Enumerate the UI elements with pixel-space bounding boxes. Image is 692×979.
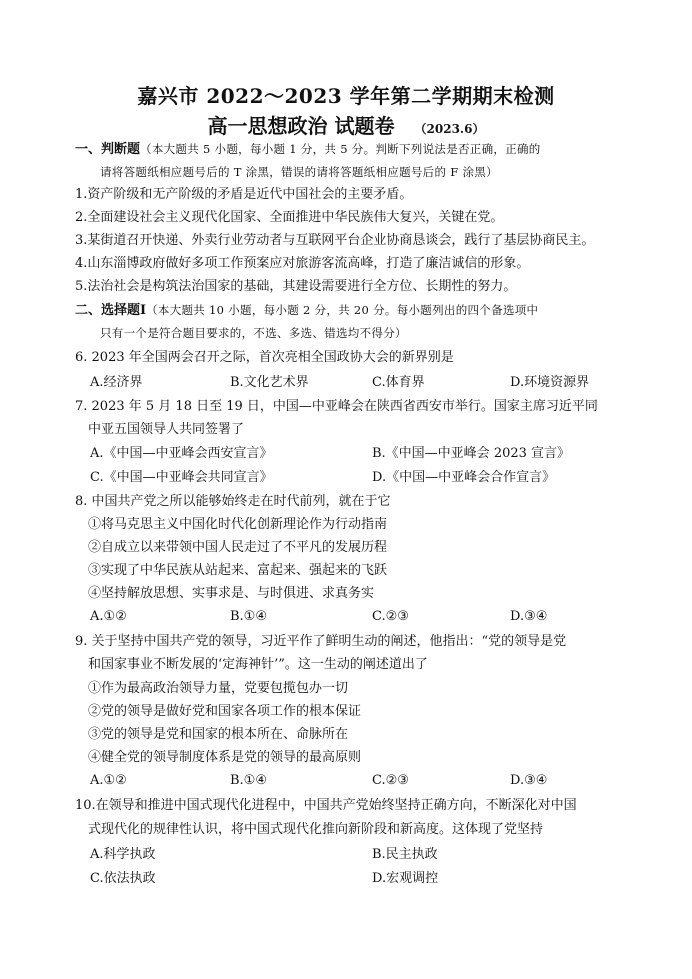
section2-header: [75, 301, 538, 320]
section2-note-line1: （本大题共 10 小题，每小题 2 分，共 20 分。每小题列出的四个备选项中: [146, 303, 539, 317]
q9-option-c: C.②③: [372, 773, 409, 788]
q7-option-a: A.《中国—中亚峰会西安宣言》: [90, 446, 273, 461]
q9-option-b: B.①④: [230, 773, 267, 788]
judgement-item-5: 5.法治社会是构筑法治国家的基础，其建设需要进行全方位、长期性的努力。: [75, 279, 517, 294]
q8-option-a: A.①②: [90, 609, 127, 624]
q8-option-c: C.②③: [372, 609, 409, 624]
q6-option-a: A.经济界: [90, 375, 143, 390]
section1-header: [75, 140, 541, 159]
judgement-item-2: 2.全面建设社会主义现代化国家、全面推进中华民族伟大复兴，关键在党。: [75, 210, 504, 225]
q10-stem-line1: 10.在领导和推进中国式现代化进程中，中国共产党始终坚持正确方向，不断深化对中国: [75, 798, 577, 813]
section1-note-line2: 请将答题纸相应题号后的 T 涂黑，错误的请将答题纸相应题号后的 F 涂黑）: [100, 165, 498, 179]
q7-stem-line2: 中亚五国领导人共同签署了: [88, 422, 245, 437]
q8-option-b: B.①④: [230, 609, 267, 624]
judgement-item-1: 1.资产阶级和无产阶级的矛盾是近代中国社会的主要矛盾。: [75, 187, 413, 202]
subject-title: 高一思想政治 试题卷: [207, 114, 395, 138]
exam-date: （2023.6）: [414, 122, 485, 136]
section1-heading: 一、判断题: [75, 142, 141, 157]
q10-option-a: A.科学执政: [90, 847, 156, 862]
q9-option-d: D.③④: [510, 773, 548, 788]
exam-subtitle: [0, 110, 692, 139]
q9-stem-line1: 9. 关于坚持中国共产党的领导，习近平作了鲜明生动的阐述，他指出：“党的领导是党: [75, 634, 567, 649]
exam-title: 嘉兴市 2022～2023 学年第二学期期末检测: [137, 84, 555, 108]
q9-statement-2: ②党的领导是做好党和国家各项工作的根本保证: [88, 704, 362, 719]
q10-option-b: B.民主执政: [372, 847, 438, 862]
q8-statement-3: ③实现了中华民族从站起来、富起来、强起来的飞跃: [88, 563, 388, 578]
q6-stem: 6. 2023 年全国两会召开之际，首次亮相全国政协大会的新界别是: [75, 350, 454, 365]
q8-stem: 8. 中国共产党之所以能够始终走在时代前列，就在于它: [75, 494, 391, 509]
section1-note-line1: （本大题共 5 小题，每小题 1 分，共 5 分。判断下列说法是否正确，正确的: [140, 142, 541, 156]
section2-note-line2: 只有一个是符合题目要求的，不选、多选、错选均不得分）: [100, 326, 407, 340]
q8-option-d: D.③④: [510, 609, 548, 624]
q6-option-b: B.文化艺术界: [230, 375, 309, 390]
q6-option-d: D.环境资源界: [510, 375, 590, 390]
q10-option-c: C.依法执政: [90, 871, 156, 886]
q8-statement-2: ②自成立以来带领中国人民走过了不平凡的发展历程: [88, 540, 388, 555]
q7-option-c: C.《中国—中亚峰会共同宣言》: [90, 470, 273, 485]
judgement-item-4: 4.山东淄博政府做好多项工作预案应对旅游客流高峰，打造了廉洁诚信的形象。: [75, 256, 530, 271]
section2-heading: 二、选择题Ⅰ: [75, 303, 147, 318]
q9-statement-1: ①作为最高政治领导力量，党要包揽包办一切: [88, 681, 349, 696]
q7-option-d: D.《中国—中亚峰会合作宣言》: [372, 470, 556, 485]
judgement-item-3: 3.某街道召开快递、外卖行业劳动者与互联网平台企业协商恳谈会，践行了基层协商民主。: [75, 233, 595, 248]
q9-stem-line2: 和国家事业不断发展的‘定海神针’”。这一生动的阐述道出了: [88, 657, 428, 672]
q9-statement-3: ③党的领导是党和国家的根本所在、命脉所在: [88, 727, 349, 742]
q7-option-b: B.《中国—中亚峰会 2023 宣言》: [372, 446, 571, 461]
q8-statement-4: ④坚持解放思想、实事求是、与时俱进、求真务实: [88, 586, 375, 601]
q8-statement-1: ①将马克思主义中国化时代化创新理论作为行动指南: [88, 517, 388, 532]
q9-option-a: A.①②: [90, 773, 127, 788]
q9-statement-4: ④健全党的领导制度体系是党的领导的最高原则: [88, 750, 362, 765]
q10-option-d: D.宏观调控: [372, 871, 439, 886]
q10-stem-line2: 式现代化的规律性认识，将中国式现代化推向新阶段和新高度。这体现了党坚持: [88, 822, 544, 837]
q7-stem-line1: 7. 2023 年 5 月 18 日至 19 日，中国—中亚峰会在陕西省西安市举行。国家主席习近平同: [75, 399, 598, 414]
q6-option-c: C.体育界: [372, 375, 425, 390]
